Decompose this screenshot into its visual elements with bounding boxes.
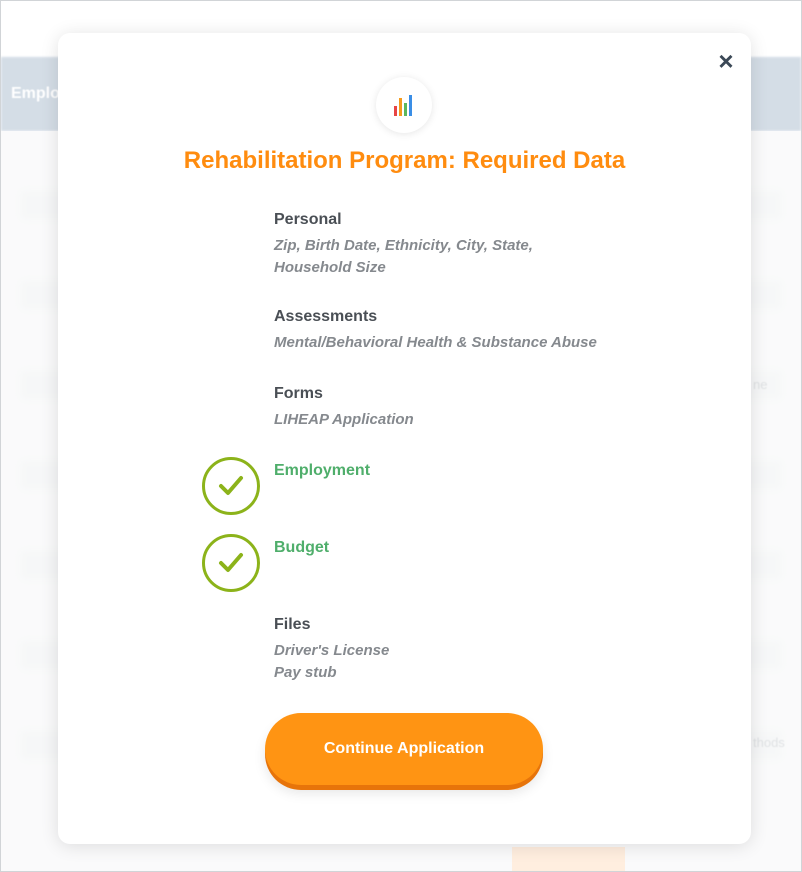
section-title: Forms bbox=[274, 385, 323, 402]
section-detail bbox=[274, 409, 634, 431]
section-detail bbox=[274, 332, 634, 354]
bar-chart-logo-icon bbox=[376, 77, 432, 133]
section-detail-line: Driver's License bbox=[274, 642, 390, 659]
section-personal bbox=[274, 209, 634, 279]
section-detail-line: Zip, Birth Date, Ethnicity, City, State, bbox=[274, 237, 533, 254]
section-title: Assessments bbox=[274, 308, 378, 325]
section-assessments bbox=[274, 306, 634, 354]
close-icon: × bbox=[718, 46, 734, 76]
section-detail-line: Mental/Behavioral Health & Substance Abuse bbox=[274, 334, 597, 351]
checkmark-svg bbox=[217, 474, 245, 498]
budget-check-icon bbox=[202, 534, 260, 592]
required-data-modal bbox=[58, 33, 751, 844]
section-title: Budget bbox=[274, 539, 330, 556]
section-title: Employment bbox=[274, 462, 371, 479]
section-employment bbox=[274, 460, 634, 482]
section-budget bbox=[274, 537, 634, 559]
close-button[interactable] bbox=[714, 46, 738, 76]
section-files bbox=[274, 614, 634, 684]
section-detail bbox=[274, 640, 634, 684]
section-forms bbox=[274, 383, 634, 431]
section-detail-line: Household Size bbox=[274, 259, 386, 276]
employment-check-icon bbox=[202, 457, 260, 515]
continue-application-button[interactable]: Continue Application bbox=[265, 713, 543, 785]
section-detail bbox=[274, 235, 634, 279]
section-detail-line: Pay stub bbox=[274, 664, 337, 681]
modal-title: Rehabilitation Program: Required Data bbox=[183, 147, 626, 174]
bar-chart-logo-svg bbox=[391, 92, 417, 118]
section-detail-line: LIHEAP Application bbox=[274, 411, 414, 428]
section-title: Personal bbox=[274, 211, 342, 228]
section-title: Files bbox=[274, 616, 311, 633]
checkmark-svg bbox=[217, 551, 245, 575]
